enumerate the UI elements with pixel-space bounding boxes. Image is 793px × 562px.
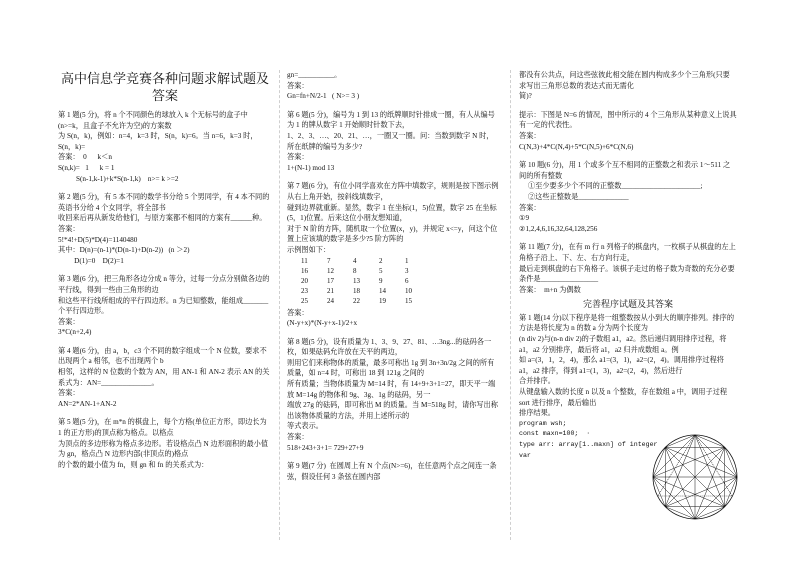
text-line: 1+(N-1) mod 13 <box>287 163 335 172</box>
text-line: 为 S(n，k)，例如：n=4，k=3 时，S(n，k)=6。当 n=6，k=3 时，S(n，k)= <box>58 132 258 151</box>
code-line: const maxn=100; · <box>519 430 591 438</box>
chord-line <box>695 447 725 519</box>
code-line: var <box>519 451 531 459</box>
text-line: AN=2*AN-1+AN-2 <box>58 399 117 408</box>
text-line: 第 3 题(6 分)，把三角形各边分成 n 等分，过每一分点分别做各边的平行线，得到一些由三角形的边 <box>58 275 270 294</box>
text-line: 第 1 题(14 分)以下程序是将一组整数按从小到大的顺序排列。排序的方法是将长度为 n 的数 a 分为两个长度为 <box>519 313 735 333</box>
text-line: 答案： <box>58 389 80 398</box>
grid-cell: 17 <box>327 276 334 285</box>
text-line: 示例图如下： <box>287 245 331 254</box>
chord-line <box>665 447 737 477</box>
spacer <box>58 409 272 417</box>
text-line: 所有质量；当物体质量为 M=14 时，有 14+9+3+1=27，即天平一端放 M=14g 的物体和 9g、3g、1g 的砝码，另一 <box>287 380 496 399</box>
text-line: 518+243+3+1= 729+27+9 <box>287 443 364 452</box>
text-line: 则用它们来称物体的质量，最多可称出 1g 到 3n+3n/2g 之间的所有质量，如 n=4 时，可称出 18 到 121g 之间的 <box>287 358 495 378</box>
grid-cell: 18 <box>353 286 360 295</box>
text-line: gn=__________。 <box>287 71 342 79</box>
grid-cell: 21 <box>327 286 334 295</box>
spacer <box>519 152 737 160</box>
text-line: ②这些正整数是______________ <box>519 192 629 201</box>
text-line: 1、2、3、…、20、21、…，一圈又一圈。问：当数到数字 N 时，所在纸牌的编号为多少? <box>287 131 494 151</box>
text-line: 端放 27g 的砝码，即可称出 M 的质量。当 M=518g 时，请你写出称出该物体质量的方法，并用上述所示的 <box>287 401 498 420</box>
text-line: 简)? <box>519 92 532 101</box>
grid-cell: 1 <box>405 256 409 265</box>
text-line: D(1)=0 D(2)=1 <box>58 256 124 265</box>
spacer <box>287 329 500 337</box>
column-1 <box>58 70 272 470</box>
text-line: 的个数的最小值为 fn，则 gn 和 fn 的关系式为： <box>58 460 209 469</box>
text-line: 答案： <box>287 433 309 442</box>
grid-cell: 20 <box>301 276 308 285</box>
text-line: ②1,2,4,6,16,32,64,128,256 <box>519 224 598 233</box>
grid-cell: 2 <box>379 256 383 265</box>
text-line: 和这些平行线所组成的平行四边形。n 为已知整数，能组成_______个平行四边形。 <box>58 296 269 316</box>
text-line: 第 2 题(5 分)，有 5 本不同的数学书分给 5 个男同学，有 4 本不同的英语书分给 4 个女同学，将全部书 <box>58 193 270 212</box>
text-line: 对于 N 阶的方阵，随机取一个位置(x，y)，并规定 x<=y，问这个位置上应该填的数字是多少?5 阶方阵的 <box>287 224 498 244</box>
text-line: 答案： m+n 为偶数 <box>519 285 581 294</box>
text-line: 答案： <box>58 224 80 233</box>
text-line: 第 1 题(5 分)，将 n 个不同颜色的球放入 k 个无标号的盒子中(n>=k，且盒子不允许为空)的方案数 <box>58 111 248 130</box>
column-separator <box>279 70 280 540</box>
text-line: 最后走到棋盘的右下角格子。该棋子走过的格子数为奇数的充分必要条件是________________ <box>519 264 735 284</box>
text-line: 第 4 题(6 分)，由 a，b，c3 个不同的数字组成一个 N 位数，要求不出现两个 a 相邻，也不出现两个 b <box>58 346 267 366</box>
text-line: 第 8 题(5 分)，设有质量为 1、3、9、27、81、…3ng...的砝码各一枚，如果砝码允许放在天平的两边， <box>287 337 492 357</box>
grid-cell: 13 <box>353 276 360 285</box>
text-line: 排序结果。 <box>519 409 555 418</box>
grid-cell: 14 <box>379 286 386 295</box>
grid-cell: 8 <box>353 266 357 275</box>
spacer <box>58 184 272 192</box>
grid-cell: 9 <box>379 276 383 285</box>
text-line: 都没有公共点，问这些弦彼此相交能在圆内构成多少个三角形(只要求写出三角形总数的表达式而无需化 <box>519 71 730 90</box>
text-line: ①至少要多少个不同的正整数______________________; <box>519 182 703 191</box>
text-line: 第 5 题(5 分)，在 m*n 的棋盘上，每个方格(单位正方形，即边长为 1 的正方形)的顶点称为格点。以格点 <box>58 418 269 438</box>
chord-line <box>665 477 737 507</box>
grid-cell: 3 <box>405 266 409 275</box>
chord-circle-figure <box>650 432 740 522</box>
grid-cell: 11 <box>301 256 308 265</box>
text-line: 第 11 题(7 分)，在有 m 行 n 列格子的棋盘内，一枚棋子从棋盘的左上角格子沿上、下、左、右方向行走， <box>519 243 736 262</box>
text-line: 答案： <box>287 81 309 90</box>
text-line: 答案： <box>287 153 309 162</box>
grid-cell: 6 <box>405 276 409 285</box>
text-line: 如 a=(3，1，2，4)，那么 a1=(3，1)，a2=(2，4)。调用排序过程将 a1，a2 排序，得到 a1=(1，3)，a2=(2，4)，然后进行 <box>519 356 726 375</box>
grid-cell: 22 <box>353 296 360 305</box>
text-line: Gn=fn+N/2-1 ( N>= 3 ) <box>287 92 360 101</box>
text-line: 第 9 题(7 分) 在圆周上有 N 个点(N>=6)，在任意两个点之间连一条弦，假设任何 3 条弦在圆内部 <box>287 462 497 481</box>
number-grid <box>301 256 431 306</box>
text-line: 相邻，这样的 N 位数的个数为 AN，用 AN-1 和 AN-2 表示 AN 的关系式为：AN=______________。 <box>58 368 270 387</box>
grid-cell: 4 <box>353 256 357 265</box>
text-line: 碰到边界就重新。显然，数字 1 在坐标(1，5)位置，数字 25 在坐标(5，1)位置。后来这位小朋友想知道， <box>287 203 497 223</box>
code-line: type arr: array[1..maxn] of integer <box>519 441 658 448</box>
section-title: 完善程序试题及其答案 <box>582 299 673 310</box>
text-line: 5!*4!+D(5)*D(4)=1140480 <box>58 235 138 244</box>
grid-row <box>301 256 431 266</box>
column-3 <box>519 70 737 461</box>
chord-line <box>653 477 725 507</box>
text-line: S(n,k)= 1 k = 1 <box>58 163 115 172</box>
column-2 <box>287 70 500 482</box>
column-separator <box>510 70 511 540</box>
text-line: S(n-1,k-1)+k*S(n-1,k) n>= k >=2 <box>58 174 179 183</box>
text-line: (N-y+x)*(N-y+x-1)/2+x <box>287 319 358 328</box>
spacer <box>519 102 737 110</box>
text-line: 合并排序。 <box>519 377 555 386</box>
text-line: 其中：D(n)=(n-1)*(D(n-1)+D(n-2)) (n ＞2) <box>58 246 190 255</box>
spacer <box>519 234 737 242</box>
text-line: 第 6 题(5 分)，编号为 1 到 13 的纸牌顺时针排成一圈，有人从编号为 1 的牌从数字 1 开始顺时针数下去， <box>287 110 495 130</box>
spacer <box>58 338 272 346</box>
spacer <box>287 102 500 110</box>
grid-row <box>301 266 431 276</box>
grid-cell: 10 <box>405 286 412 295</box>
hint-paragraph <box>519 110 737 131</box>
text-line: (n div 2)与(n-n div 2)的子数组 a1，a2。然后递归调用排序过程，将 a1，a2 分别排序，最后将 a1，a2 归并成数组 a。例 <box>519 335 729 354</box>
grid-row <box>301 276 431 286</box>
text-line: 答案： <box>287 308 309 317</box>
grid-cell: 16 <box>301 266 308 275</box>
grid-cell: 5 <box>379 266 383 275</box>
grid-row <box>301 296 431 306</box>
chord-line <box>653 447 725 477</box>
hint-text: 提示：下图是 N=6 的情况，图中所示的 4 个三角形从某种意义上说具有一定的代表性。 <box>519 110 737 130</box>
text-line: C(N,3)+4*C(N,4)+5*C(N,5)+6*C(N,6) <box>519 142 634 151</box>
text-line: 等式表示。 <box>287 422 323 431</box>
text-line: 收回来后再从新发给他们，与原方案都不相同的方案有______种。 <box>58 214 267 223</box>
grid-row <box>301 286 431 296</box>
grid-cell: 23 <box>301 286 308 295</box>
code-line: program wsh; <box>519 419 567 427</box>
chord-line <box>695 435 725 507</box>
text-line: 答案： <box>519 131 541 140</box>
text-line: ①9 <box>519 214 530 223</box>
text-line: 答案： 0 k＜n <box>58 153 112 162</box>
spacer <box>58 266 272 274</box>
chord-line <box>665 447 695 519</box>
grid-cell: 25 <box>301 296 308 305</box>
text-line: 从键盘输入数的长度 n 以及 n 个整数，存在数组 a 中，调用子过程 sort 进行排序，最后输出 <box>519 388 729 407</box>
grid-cell: 15 <box>405 296 412 305</box>
text-line: 3*C(n+2,4) <box>58 328 92 337</box>
grid-cell: 12 <box>327 266 334 275</box>
text-line: 第 7 题(6 分)，有位小同学喜欢在方阵中填数字，规则是按下图示例从右上角开始，按斜线填数字， <box>287 182 499 201</box>
grid-cell: 19 <box>379 296 386 305</box>
text-line: 为顶点的多边形称为格点多边形。若设格点凸 N 边形面积的最小值为 gn，格点凸 N 边形内部(非顶点的)格点 <box>58 439 269 459</box>
spacer <box>287 173 500 181</box>
text-line: 答案： <box>519 203 541 212</box>
page-title: 高中信息学竞赛各种问题求解试题及答案 <box>60 71 269 103</box>
spacer <box>287 453 500 461</box>
grid-cell: 24 <box>327 296 334 305</box>
grid-cell: 7 <box>327 256 331 265</box>
text-line: 第 10 题(6 分)，用 1 个或多个互不相同的正整数之和表示 1～511 之间的所有整数 <box>519 161 731 180</box>
text-line: 答案： <box>58 317 80 326</box>
